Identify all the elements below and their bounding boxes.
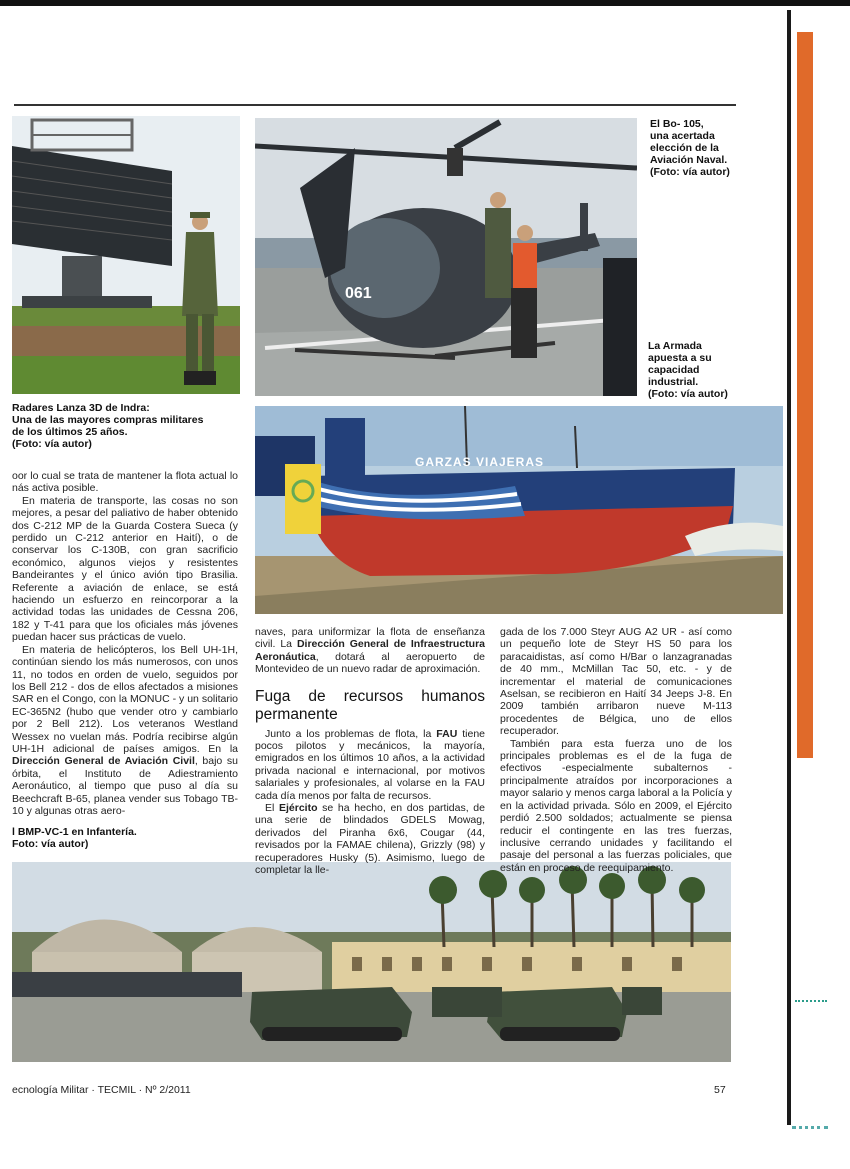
caption-line: (Foto: vía autor)	[648, 388, 728, 400]
caption-line: elección de la	[650, 142, 719, 154]
helicopter-photo	[255, 118, 637, 396]
caption-bmp	[12, 826, 247, 850]
next-page-orange-strip	[797, 32, 813, 758]
col2-text: tiene pocos pilotos y mecánicos, la mayoría, emigrados en los últimos 10 años, a la actividad privada nacional e internacional, por motivos salariales y profesionales, al volarse en la FAU cada día menos por falta de recursos.	[255, 727, 486, 802]
helicopter-tail-number: 061	[345, 285, 372, 302]
col2-text: Junto a los problemas de flota, la	[265, 727, 437, 740]
caption-line: Una de las mayores compras militares	[12, 414, 204, 426]
caption-line: apuesta a su	[648, 352, 712, 364]
caption-line: capacidad	[648, 364, 700, 376]
col1-bold-text: Dirección General de Aviación Civil	[12, 755, 195, 768]
article-column-3	[500, 626, 732, 874]
section-heading: Fuga de recursos humanos permanente	[255, 687, 485, 723]
radar-photo	[12, 116, 240, 394]
col2-bold-text: Ejército	[279, 802, 318, 815]
col3-paragraph: gada de los 7.000 Steyr AUG A2 UR - así como un pequeño lote de Steyr HS 50 para los paracaidistas, así como H/Bar o lanzagranadas de 40 mm., McMillan Tac 50, etc. - y de incrementar el material de comunicaciones Aselsan, se recibieron en Haití 34 Jeeps J-8. En 2009 también arribaron nueve M-113 procedentes de Bélgica, uno de ellos recuperador.	[500, 626, 732, 738]
col1-text: En materia de helicópteros, los Bell UH-1H, continúan siendo los más numerosos, con unos 11, no todos en orden de vuelo, seguidos por los Bell 212 - dos de ellos afectados a misiones SAR en el Congo, con la MONUC - y un solitario EC-365N2 (hubo que vender otro y cambiarlo por 2 Bell 212). Los veteranos Westland Wessex no vuelan más. Podría recibirse algún UH-1H adicional de países amigos. En la	[12, 643, 238, 755]
caption-line: industrial.	[648, 376, 699, 388]
ship-photo	[255, 406, 783, 614]
col2-paragraph	[255, 626, 485, 676]
next-page-dotted-line	[795, 1000, 827, 1002]
col1-paragraph	[12, 644, 238, 818]
article-column-2	[255, 626, 485, 877]
ship-name: GARZAS VIAJERAS	[415, 455, 545, 469]
caption-line: de los últimos 25 años.	[12, 426, 128, 438]
caption-line: Aviación Naval.	[650, 154, 728, 166]
caption-line: (Foto: vía autor)	[12, 438, 92, 450]
col2-text: naves, para uniformizar la flota de enseñanza civil. La	[255, 626, 485, 651]
footer-publication: ecnología Militar · TECMIL · Nº 2/2011	[12, 1084, 191, 1096]
caption-line: La Armada	[648, 340, 702, 352]
caption-line: Radares Lanza 3D de Indra:	[12, 402, 150, 414]
col2-paragraph	[255, 802, 485, 876]
col1-paragraph: oor lo cual se trata de mantener la flota actual lo nás activa posible.	[12, 470, 238, 495]
page-spine	[787, 10, 791, 1125]
armored-vehicles-photo	[12, 862, 731, 1062]
caption-armada	[648, 340, 748, 400]
col2-text: se ha hecho, en dos partidas, de una serie de blindados GDELS Mowag, derivados del Piranha 6x6, Cougar (44, revisados por la FAMAE chilena), Grizzly (98) y recuperadores Husky (5). Asimismo, luego de completar la lle-	[255, 802, 485, 877]
next-page-dotted-line-bottom	[792, 1126, 828, 1129]
col2-bold-text: Dirección General de Infraestructura Aeronáutica	[255, 638, 485, 663]
col3-paragraph: También para esta fuerza uno de los principales problemas es el de la fuga de efectivos -especialmente subalternos - principalmente atraídos por incorporaciones a mayor salario y menos carga laboral a la Policía y en la actividad privada. Sólo en 2009, el Ejército perdió 2.500 soldados; actualmente se piensa reducir el contingente en las tres fuerzas, inclusive cerrando unidades y facilitando el pasaje del personal a las fuerzas policiales, que están en proceso de reequipamiento.	[500, 737, 732, 874]
caption-bo105	[650, 118, 750, 178]
caption-line: l BMP-VC-1 en Infantería.	[12, 826, 137, 838]
caption-line: (Foto: vía autor)	[650, 166, 730, 178]
col2-paragraph	[255, 728, 485, 802]
caption-line: El Bo- 105,	[650, 118, 704, 130]
page-top-edge	[0, 0, 850, 6]
caption-radares	[12, 402, 247, 450]
col2-text: El	[265, 802, 279, 815]
col2-text: , dotará al aeropuerto de Montevideo de un nuevo radar de aproximación.	[255, 650, 485, 676]
header-rule	[14, 104, 736, 106]
article-column-1	[12, 470, 238, 817]
col1-paragraph: En materia de transporte, las cosas no son mejores, a pesar del paliativo de haber obtenido dos C-212 MP de la Guarda Costera Sueca (y perdido un C-212 anterior en Haití), o de conservar los C-130B, con gran sacrificio económico, algunos viejos y resistentes Bandeirantes y el único avión tipo Brasilia. Referente a aviación de enlace, se está haciendo un esfuerzo en reincorporar a la actividad todas las unidades de Cessna 206, 182 y T-41 para que los oficiales más jóvenes puedan hacer sus prácticas de vuelo.	[12, 494, 238, 644]
col2-bold-text: FAU	[436, 727, 458, 740]
caption-line: Foto: vía autor)	[12, 838, 89, 850]
col1-text: , bajo su órbita, el Instituto de Adiestramiento Aeronáutico, al tiempo que puso al día su Beechcraft B-65, planea vender sus Tobago TB-10 y algunas otras aero-	[12, 755, 238, 817]
caption-line: una acertada	[650, 130, 715, 142]
page-number: 57	[714, 1084, 726, 1096]
